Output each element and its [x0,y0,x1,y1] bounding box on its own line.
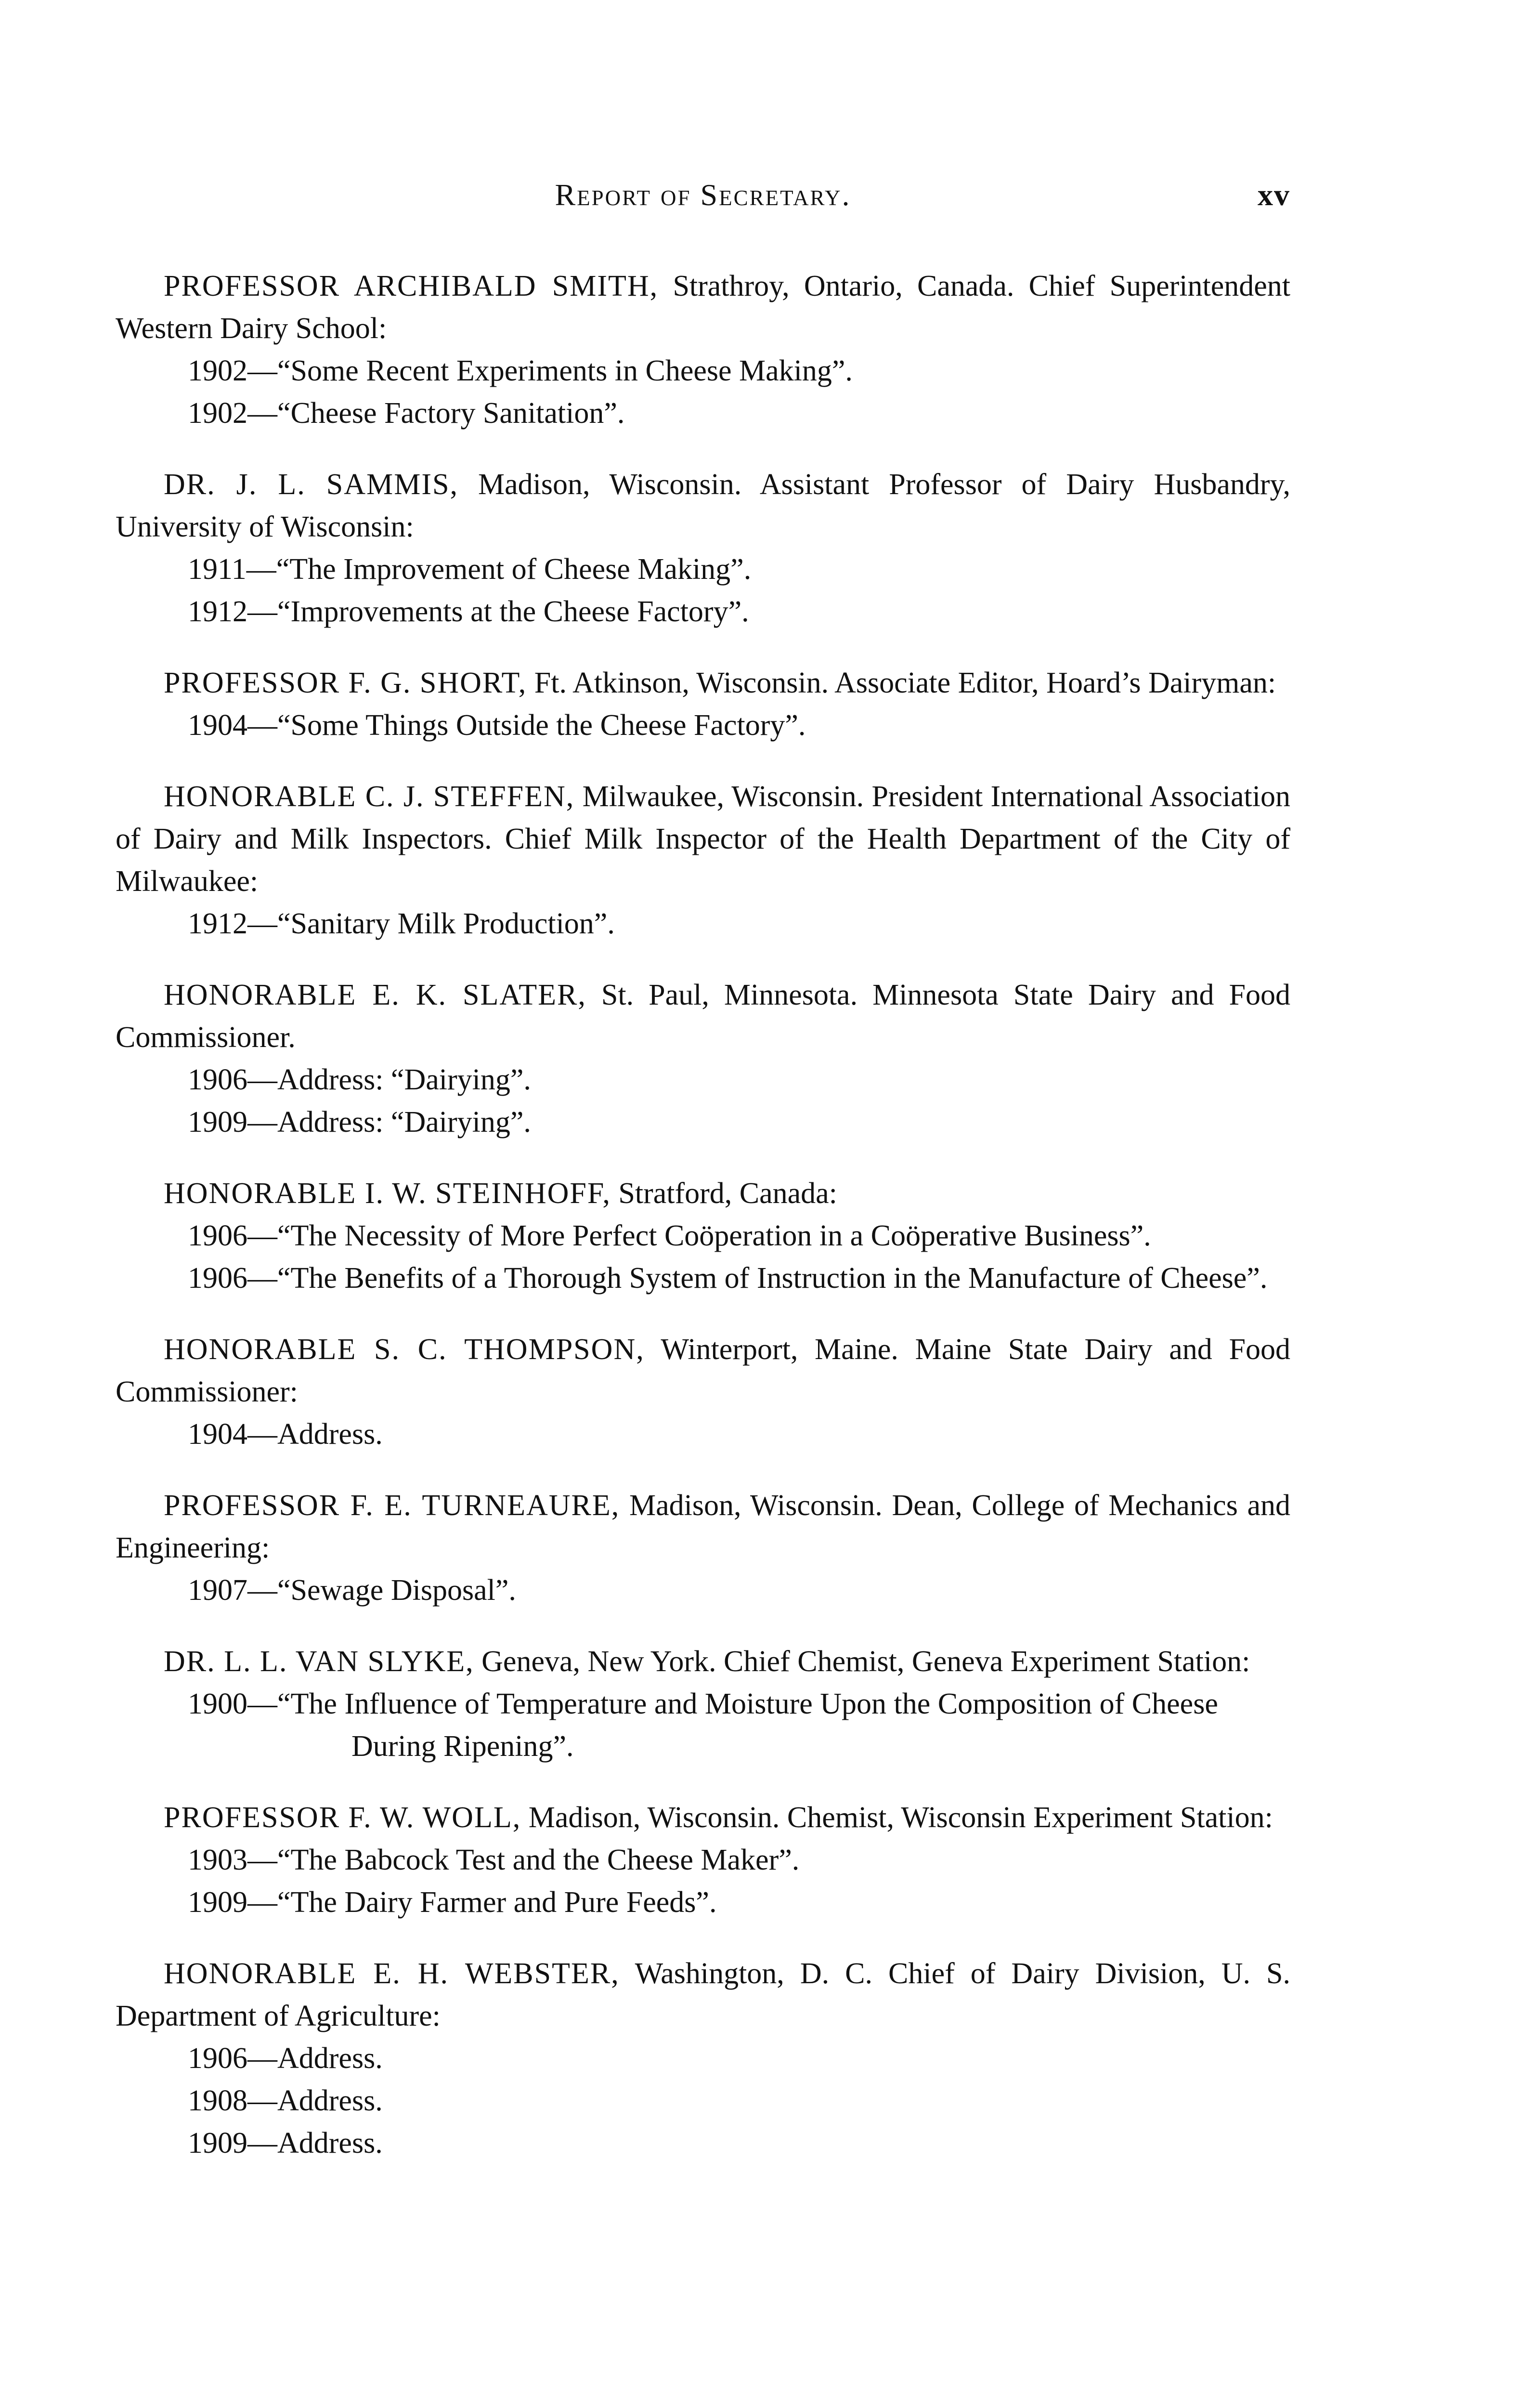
speaker-entry [116,1796,1290,1924]
running-title: Report of Secretary. [555,178,851,212]
speaker-entry [116,662,1290,746]
speaker-description: Ft. Atkinson, Wisconsin. Associate Editor, Hoard’s Dairyman: [534,667,1276,699]
speaker-entry [116,1484,1290,1611]
speaker-entry [116,463,1290,633]
speaker-name: HONORABLE E. K. SLATER, [164,979,586,1011]
speaker-entry [116,265,1290,434]
speaker-heading [116,1796,1290,1839]
address-item: 1902—“Cheese Factory Sanitation”. [188,397,625,430]
speaker-description: Milwaukee, Wisconsin. President International Association of Dairy and Milk Inspectors. Chief Milk Inspector of the Health Department of the City of Milwaukee: [116,780,1291,898]
address-item: 1903—“The Babcock Test and the Cheese Maker”. [188,1844,800,1876]
address-item: 1912—“Sanitary Milk Production”. [188,907,615,940]
speaker-entry [116,1640,1290,1767]
speaker-description: Stratford, Canada: [618,1177,837,1210]
address-item: 1909—Address. [188,2127,383,2159]
speaker-heading [116,265,1290,350]
speaker-entry [116,1328,1290,1455]
address-item: 1912—“Improvements at the Cheese Factory”. [188,595,749,628]
speaker-name: HONORABLE I. W. STEINHOFF, [164,1177,611,1210]
page-number: xv [1258,178,1290,212]
speaker-name: PROFESSOR F. G. SHORT, [164,667,527,699]
address-item: 1911—“The Improvement of Cheese Making”. [188,553,752,586]
speaker-name: DR. J. L. SAMMIS, [164,468,458,501]
speaker-entry [116,1172,1290,1299]
address-item: 1906—“The Necessity of More Perfect Coöperation in a Coöperative Business”. [188,1219,1151,1252]
speaker-name: PROFESSOR F. W. WOLL, [164,1801,521,1834]
address-item: 1906—Address. [188,2042,383,2075]
address-item: 1900—“The Influence of Temperature and Moisture Upon the Composition of Cheese During Ripening”. [188,1688,1218,1763]
speaker-description: Geneva, New York. Chief Chemist, Geneva Experiment Station: [481,1645,1250,1678]
address-item: 1907—“Sewage Disposal”. [188,1574,516,1607]
speaker-heading [116,1640,1290,1683]
address-item: 1909—Address: “Dairying”. [188,1106,531,1139]
speaker-heading [116,1172,1290,1215]
speaker-name: HONORABLE E. H. WEBSTER, [164,1957,620,1990]
speaker-heading [116,974,1290,1059]
speaker-name: HONORABLE S. C. THOMPSON, [164,1333,645,1366]
speaker-heading [116,463,1290,548]
speaker-heading [116,662,1290,704]
speaker-heading [116,1328,1290,1413]
speaker-name: HONORABLE C. J. STEFFEN, [164,780,575,813]
speaker-description: Washington, D. C. Chief of Dairy Division, U. S. Department of Agriculture: [116,1957,1290,2032]
speaker-entry [116,775,1290,945]
speaker-name: DR. L. L. VAN SLYKE, [164,1645,474,1678]
running-header [116,177,1290,221]
address-item: 1902—“Some Recent Experiments in Cheese Making”. [188,354,853,387]
speaker-heading [116,1952,1290,2037]
speaker-description: Madison, Wisconsin. Dean, College of Mechanics and Engineering: [116,1489,1291,1564]
speaker-name: PROFESSOR F. E. TURNEAURE, [164,1489,620,1522]
speaker-entry [116,974,1290,1143]
speaker-description: Strathroy, Ontario, Canada. Chief Superintendent Western Dairy School: [116,270,1291,345]
speaker-heading [116,1484,1290,1569]
speaker-entry [116,1952,1290,2164]
speaker-list [116,265,1290,2193]
address-item: 1906—Address: “Dairying”. [188,1063,531,1096]
speaker-name: PROFESSOR ARCHIBALD SMITH, [164,270,659,302]
address-item: 1906—“The Benefits of a Thorough System of Instruction in the Manufacture of Cheese”. [188,1262,1268,1295]
address-item: 1908—Address. [188,2084,383,2117]
speaker-description: Madison, Wisconsin. Chemist, Wisconsin Experiment Station: [528,1801,1273,1834]
speaker-heading [116,775,1290,903]
address-item: 1909—“The Dairy Farmer and Pure Feeds”. [188,1886,717,1919]
address-item: 1904—Address. [188,1418,383,1451]
speaker-description: St. Paul, Minnesota. Minnesota State Dairy and Food Commissioner. [116,979,1291,1054]
speaker-description: Madison, Wisconsin. Assistant Professor of Dairy Husbandry, University of Wisconsin: [116,468,1290,543]
speaker-description: Winterport, Maine. Maine State Dairy and Food Commissioner: [116,1333,1290,1408]
address-item: 1904—“Some Things Outside the Cheese Factory”. [188,709,806,742]
